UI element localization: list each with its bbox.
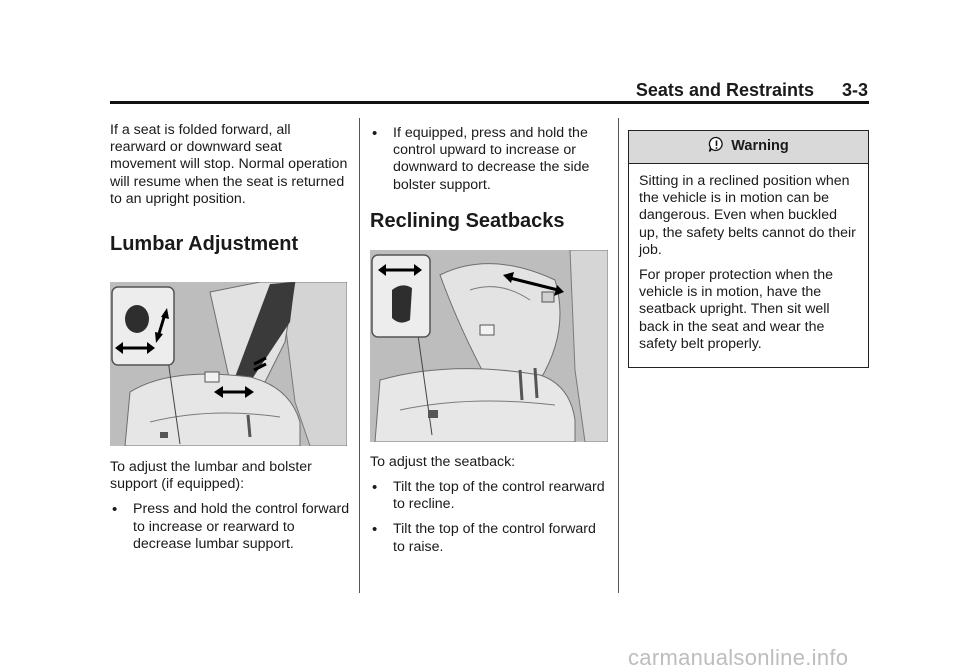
warning-title: Warning	[731, 138, 789, 155]
header-rule	[110, 101, 869, 104]
column-divider-1	[359, 118, 360, 593]
recline-bullet-text: Tilt the top of the control rearward to recline.	[393, 479, 605, 513]
bullet-dot: •	[372, 479, 378, 497]
warning-box	[628, 130, 869, 368]
lumbar-bullet-text: Press and hold the control forward to increase or rearward to decrease lumbar support.	[133, 501, 350, 552]
page-number: 3-3	[841, 80, 868, 100]
lumbar-bullet	[110, 501, 350, 553]
raise-bullet	[370, 521, 608, 555]
reclining-heading: Reclining Seatbacks	[370, 209, 565, 232]
reclining-seat-drawing	[370, 250, 608, 442]
bolster-bullet-text: If equipped, press and hold the control upward to increase or downward to decrease the side bolster support.	[393, 125, 590, 193]
page-header	[636, 80, 868, 101]
watermark: carmanualsonline.info	[628, 645, 849, 670]
intro-paragraph: If a seat is folded forward, all rearward or downward seat movement will stop. Normal operation will resume when the seat is returned to an upright position.	[110, 122, 348, 207]
bullet-dot: •	[112, 501, 118, 519]
bolster-bullet	[370, 125, 608, 194]
lumbar-illustration	[110, 282, 347, 446]
bullet-dot: •	[372, 125, 378, 142]
warning-header	[629, 131, 868, 164]
column-3	[628, 130, 869, 368]
warning-paragraph-1: Sitting in a reclined position when the vehicle is in motion can be dangerous. Even when buckled up, the safety belts cannot do their job.	[639, 173, 856, 258]
warning-body	[629, 164, 868, 367]
warning-paragraph-2: For proper protection when the vehicle is in motion, have the seatback upright. Then sit well back in the seat and wear the safety belt properly.	[639, 267, 834, 352]
recline-bullet	[370, 479, 608, 513]
column-divider-2	[618, 118, 619, 593]
section-title: Seats and Restraints	[635, 80, 814, 100]
column-1	[110, 122, 350, 553]
reclining-illustration	[370, 250, 608, 442]
lumbar-instructions: To adjust the lumbar and bolster support (if equipped):	[110, 459, 312, 493]
lumbar-heading: Lumbar Adjustment	[110, 233, 299, 256]
warning-icon	[708, 136, 725, 158]
lumbar-seat-drawing	[110, 282, 347, 446]
seatback-instructions: To adjust the seatback:	[370, 453, 516, 470]
column-2	[370, 125, 608, 556]
raise-bullet-text: Tilt the top of the control forward to raise.	[393, 521, 596, 555]
bullet-dot: •	[372, 521, 378, 539]
